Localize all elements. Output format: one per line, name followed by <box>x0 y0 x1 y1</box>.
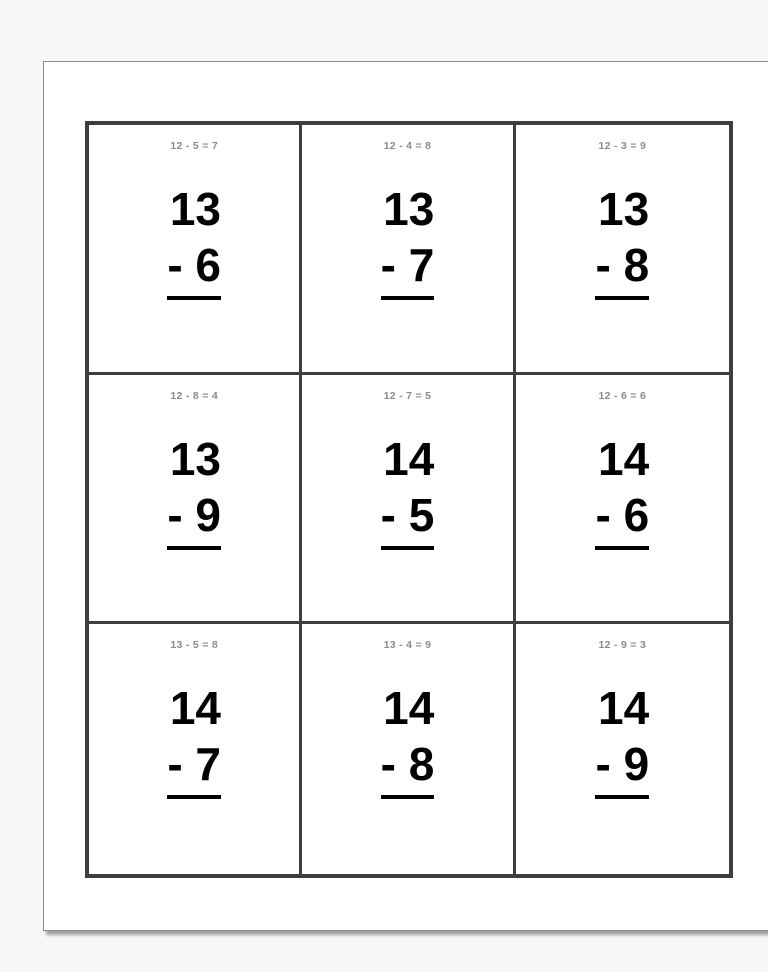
minuend: 14 <box>597 682 650 735</box>
answer-hint: 12 - 8 = 4 <box>170 389 218 402</box>
flashcard <box>302 125 515 375</box>
answer-hint: 13 - 4 = 9 <box>383 639 432 652</box>
subtrahend: - 6 <box>595 487 649 550</box>
subtrahend: - 5 <box>381 487 435 550</box>
subtrahend: - 6 <box>167 237 221 300</box>
flashcard-grid <box>85 121 733 878</box>
minuend: 13 <box>169 183 221 235</box>
subtrahend: - 9 <box>167 487 221 550</box>
answer-hint: 13 - 5 = 8 <box>170 639 218 652</box>
subtraction-problem <box>302 680 512 799</box>
minuend: 14 <box>169 682 221 735</box>
minuend: 14 <box>383 682 435 735</box>
minuend: 14 <box>383 432 435 485</box>
subtrahend: - 8 <box>381 736 435 799</box>
answer-hint: 12 - 6 = 6 <box>598 389 647 402</box>
flashcard <box>516 624 729 874</box>
subtrahend: - 7 <box>381 237 435 300</box>
subtraction-problem <box>302 181 512 300</box>
flashcard <box>302 624 515 874</box>
subtraction-problem <box>89 680 299 799</box>
flashcard <box>516 375 729 625</box>
subtraction-problem <box>516 431 729 550</box>
subtrahend: - 7 <box>167 736 221 799</box>
minuend: 13 <box>169 432 221 485</box>
flashcard <box>516 125 729 375</box>
answer-hint: 12 - 4 = 8 <box>383 140 432 152</box>
subtrahend: - 9 <box>595 736 649 799</box>
minuend: 14 <box>597 432 650 485</box>
answer-hint: 12 - 5 = 7 <box>170 140 218 152</box>
answer-hint: 12 - 3 = 9 <box>598 140 647 152</box>
subtraction-problem <box>89 181 299 300</box>
answer-hint: 12 - 7 = 5 <box>383 389 432 402</box>
subtraction-problem <box>89 431 299 550</box>
answer-hint: 12 - 9 = 3 <box>598 639 647 652</box>
subtraction-problem <box>516 680 729 799</box>
flashcard <box>89 125 302 375</box>
subtrahend: - 8 <box>595 237 649 300</box>
minuend: 13 <box>597 183 650 235</box>
flashcard <box>89 375 302 625</box>
minuend: 13 <box>383 183 435 235</box>
subtraction-problem <box>516 181 729 300</box>
flashcard <box>302 375 515 625</box>
flashcard <box>89 624 302 874</box>
subtraction-problem <box>302 431 512 550</box>
